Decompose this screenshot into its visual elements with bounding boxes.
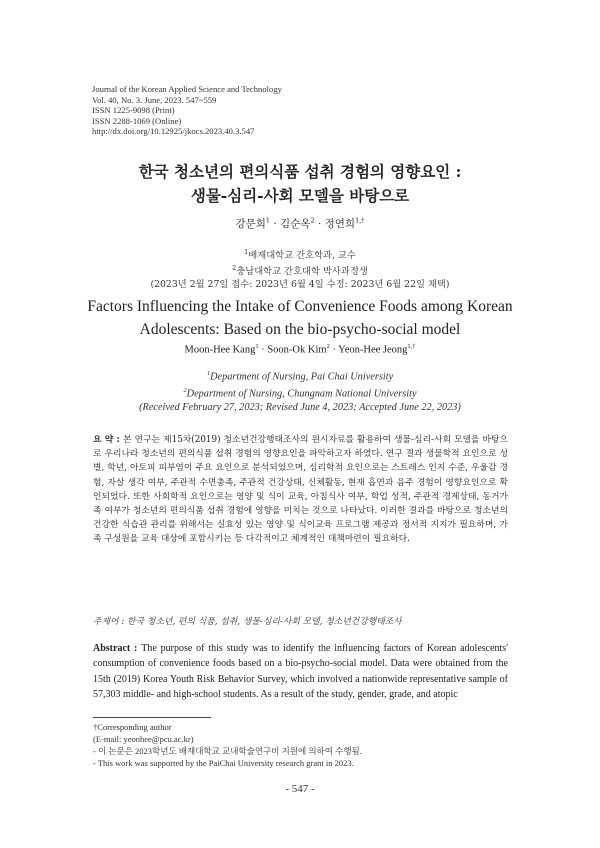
author-name: 정연희 [324, 218, 356, 230]
title-english-line2: Adolescents: Based on the bio-psycho-social model [139, 321, 461, 338]
journal-name: Journal of the Korean Applied Science and Technology [92, 84, 282, 94]
issn-online: ISSN 2288-1069 (Online) [92, 115, 182, 126]
journal-info [92, 84, 282, 137]
title-korean-line2: 생물-심리-사회 모델을 바탕으로 [190, 186, 410, 205]
abstract-korean-text: 본 연구는 제15차(2019) 청소년건강행태조사의 원시자료를 활용하여 생물-심리-사회 모델을 바탕으로 우리나라 청소년의 편의식품 섭취 경험의 영향요인을 파악하고자 하였다. 연구 결과 생물학적 요인으로 성별, 학년, 아토피 피부염이 주요 요인으로 분석되었으며, 심리학적 요인으로는 스트레스 인지 수준, 우울감 경험, 자살 생각 여부, 주관적 수면충족, 주관적 건강상태, 신체활동, 현재 흡연과 음주 경험이 영향요인으로 확인되었다. 또한 사회학적 요인으로는 영양 및 식이 교육, 아침식사 여부, 학업 성적, 주관적 경제상태, 동거가족 여부가 청소년의 편의식품 섭취 경험에 영향을 미치는 것으로 나타났다. 이러한 결과를 바탕으로 청소년의 건강한 식습관 관리를 위해서는 실효성 있는 영양 및 식이교육 프로그램 제공과 정서적 지지가 필요하며, 가족 구성원을 교육 대상에 포함시키는 등 다각적이고 체계적인 대책마련이 필요하다. [93, 435, 509, 545]
author-name: Soon-Ok Kim [267, 344, 327, 356]
title-korean [0, 160, 600, 208]
abstract-english-label: Abstract : [93, 643, 142, 654]
affiliation: $^2$충남대학교 간호대학 박사과정생 [232, 264, 368, 278]
affiliation: $^2$Department of Nursing, Chungnam National University [183, 386, 417, 400]
title-english-line1: Factors Influencing the Intake of Convenience Foods among Korean [87, 298, 513, 315]
author-sup: 2 [326, 343, 330, 350]
issn-print: ISSN 1225-9098 (Print) [92, 105, 175, 116]
keywords-korean: 주제어 : 한국 청소년, 편의 식품, 섭취, 생물-심리-사회 모델, 청소년건강행태조사 [93, 617, 402, 627]
footnotes [93, 721, 362, 769]
funding-note-korean: - 이 논문은 2023학년도 배재대학교 교내학술연구비 지원에 의하여 수행됨. [93, 746, 362, 756]
author-sup: 1,† [407, 343, 416, 350]
journal-volume: Vol. 40, No. 3. June, 2023. 547~559 [92, 94, 217, 105]
abstract-korean [93, 433, 508, 547]
abstract-english-text: The purpose of this study was to identify the influencing factors of Korean adolescents' consumption of convenience foods based on a bio-psycho-social model. Data were obtained from the 15th (2019) Korea Youth Risk Behavior Survey, which involved a nationwide representative sample of 57,303 middle- and high-school students. As a result of the study, gender, grade, and atopic [93, 643, 508, 701]
corresponding-email[interactable]: (E-mail: yeonhee@pcu.ac.kr) [93, 734, 194, 744]
corresponding-author: †Corresponding author [93, 722, 172, 732]
author-sup: 1,† [355, 216, 365, 225]
author-name: Moon-Hee Kang [184, 344, 256, 356]
doi-link[interactable]: http://dx.doi.org/10.12925/jkocs.2023.40.3.547 [92, 126, 255, 137]
author-name: 김순옥 [280, 218, 311, 230]
affiliations-english [0, 367, 600, 414]
affiliation: $^1$Department of Nursing, Pai Chai University [206, 370, 394, 383]
page-number: - 547 - [285, 783, 315, 795]
authors-korean: 강문희$^1$ · 김순옥$^2$ · 정연희$^{1,\dagger}$ [235, 216, 365, 230]
author-name: 강문희 [235, 218, 266, 230]
footnote-divider [93, 717, 211, 718]
affiliations-korean [0, 246, 600, 291]
affiliation: $^1$배재대학교 간호학과, 교수 [244, 248, 356, 262]
author-sup: 1 [265, 216, 271, 225]
author-sup: 2 [310, 216, 315, 225]
dates-korean: (2023년 2월 27일 접수: 2023년 6월 4일 수정: 2023년 6월 22일 채택) [150, 279, 450, 291]
abstract-korean-label: 요 약 : [93, 435, 124, 445]
author-name: Yeon-Hee Jeong [338, 344, 408, 356]
author-sup: 1 [255, 343, 259, 350]
authors-english: Moon-Hee Kang$^1$ · Soon-Ok Kim$^2$ · Yeon-Hee Jeong$^{1,\dagger}$ [184, 343, 416, 356]
title-english [0, 295, 600, 341]
dates-english: (Received February 27, 2023; Revised June 4, 2023; Accepted June 22, 2023) [139, 401, 461, 413]
abstract-english [93, 641, 508, 703]
title-korean-line1: 한국 청소년의 편의식품 섭취 경험의 영향요인 : [138, 162, 462, 181]
funding-note-english: - This work was supported by the PaiChai University research grant in 2023. [93, 758, 354, 768]
